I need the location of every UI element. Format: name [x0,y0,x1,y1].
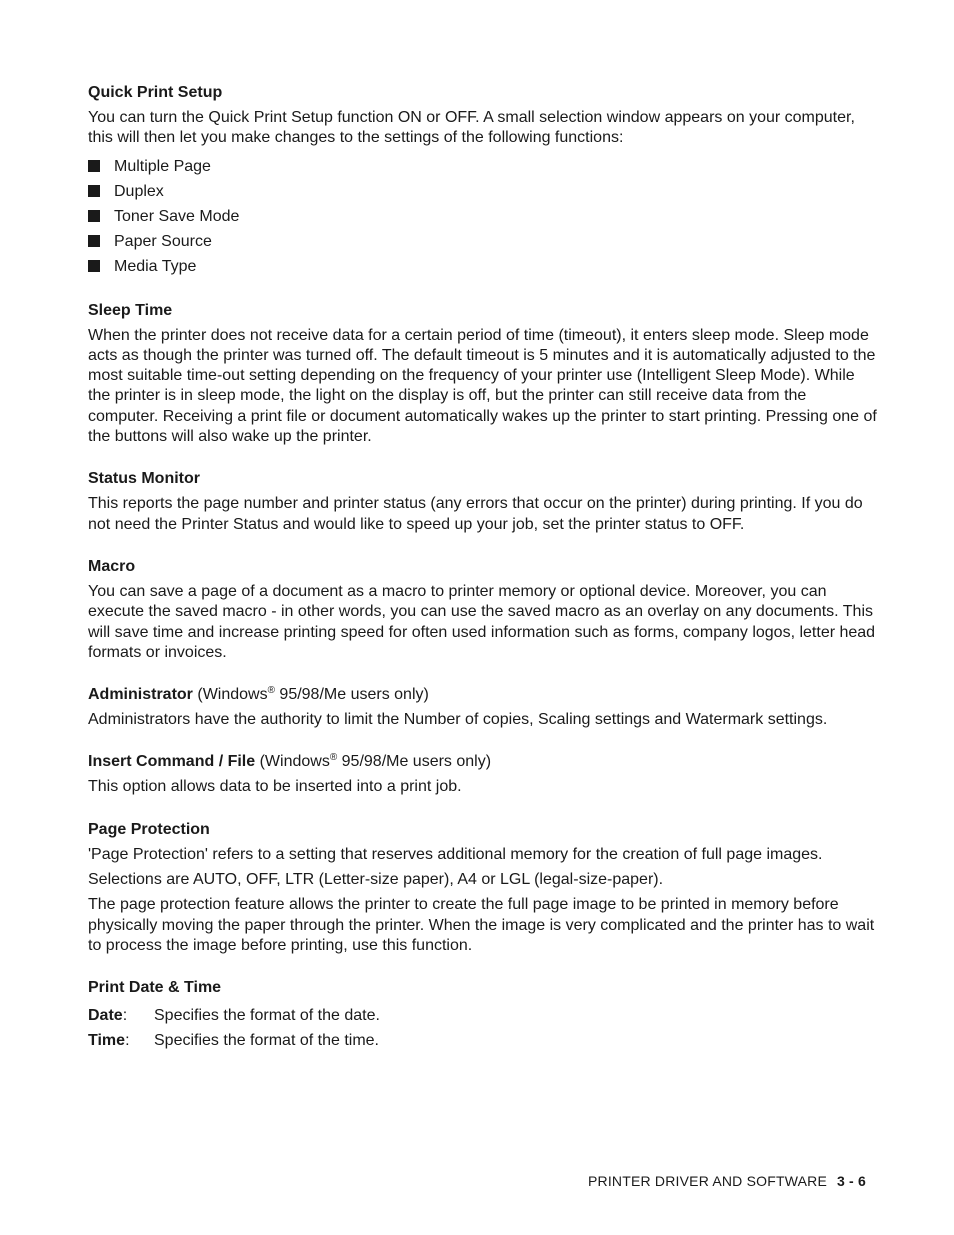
footer-text: PRINTER DRIVER AND SOFTWARE [587,1173,827,1189]
definition-term [88,1028,154,1053]
section-heading: Page Protection [88,820,210,838]
square-bullet-icon [88,210,100,222]
section-body: Selections are AUTO, OFF, LTR (Letter-size paper), A4 or LGL (legal-size-paper). [88,871,664,889]
list-item-label: Toner Save Mode [114,207,240,225]
section-sleep-time [88,301,878,448]
section-heading: Administrator [88,686,193,704]
definition-desc: Specifies the format of the date. [154,1007,380,1025]
heading-qualifier [197,686,428,703]
list-item-label: Duplex [114,182,164,200]
list-item [88,204,878,229]
square-bullet-icon [88,160,100,172]
section-body: Administrators have the authority to limit the Number of copies, Scaling settings and Watermark settings. [88,711,828,729]
qualifier-text: 95/98/Me users only) [274,686,429,704]
term-colon: : [125,1032,130,1050]
term-label: Time [88,1032,126,1050]
definition-row [88,1028,878,1053]
section-page-protection [88,820,878,956]
section-heading: Sleep Time [88,301,173,319]
list-item [88,154,878,179]
qualifier-text: 95/98/Me users only) [337,753,492,771]
section-body: When the printer does not receive data for a certain period of time (timeout), it enters sleep mode. Sleep mode acts as though the printer was turned off. The default timeout is 5 minutes and it is automatically adjusted to the most suitable time-out setting depending on the frequency of your printer use (Intelligent Sleep Mode). While the printer is in sleep mode, the light on the display is off, but the printer can still receive data from the computer. Receiving a print file or document automatically wakes up the printer to start printing. Pressing one of the buttons will also wake up the printer. [88,326,877,446]
section-heading: Macro [88,557,136,575]
list-item [88,254,878,279]
section-body: The page protection feature allows the printer to create the full page image to be printed in memory before physically moving the paper through the printer. When the image is very complicated and the printer has to wait to process the image before printing, use this function. [88,896,875,954]
page-footer [560,1173,866,1189]
registered-mark: ® [267,685,275,697]
section-heading-row [88,752,878,772]
definition-term [88,1003,154,1028]
list-item-label: Multiple Page [114,157,211,175]
document-content [88,83,878,1075]
section-heading-row [88,685,878,705]
qualifier-text: (Windows [197,686,268,704]
term-label: Date [88,1007,123,1025]
section-body: You can turn the Quick Print Setup function ON or OFF. A small selection window appears on your computer, this will then let you make changes to the settings of the following functions: [88,109,855,147]
section-administrator [88,685,878,730]
definition-row [88,1003,878,1028]
term-colon: : [122,1007,128,1025]
section-status-monitor [88,469,878,535]
section-body: You can save a page of a document as a macro to printer memory or optional device. Moreover, you can execute the saved macro - in other words, you can use the saved macro as an overlay on any documents. This will save time and increase printing speed for often used information such as forms, company logos, letter head formats or invoices. [88,582,876,661]
section-macro [88,557,878,663]
square-bullet-icon [88,185,100,197]
qualifier-text: (Windows [259,753,330,771]
square-bullet-icon [88,260,100,272]
registered-mark: ® [329,752,338,764]
section-print-date-time [88,978,878,1053]
heading-qualifier [260,753,491,770]
list-item [88,179,878,204]
section-quick-print-setup [88,83,878,279]
section-insert-command [88,752,878,797]
list-item [88,229,878,254]
section-body: This option allows data to be inserted into a print job. [88,778,462,796]
square-bullet-icon [88,235,100,247]
section-heading: Quick Print Setup [88,84,223,101]
page-number: 3 - 6 [836,1173,866,1189]
section-body: This reports the page number and printer status (any errors that occur on the printer) during printing. If you do not need the Printer Status and would like to speed up your job, set the printer status to OFF. [88,495,863,533]
section-heading: Insert Command / File [88,753,256,771]
section-heading: Status Monitor [88,470,200,488]
function-list [88,154,878,279]
list-item-label: Paper Source [114,232,212,250]
section-heading: Print Date & Time [88,979,222,997]
section-body: 'Page Protection' refers to a setting that reserves additional memory for the creation of full page images. [88,845,823,863]
definition-desc: Specifies the format of the time. [154,1032,379,1050]
list-item-label: Media Type [114,257,197,275]
